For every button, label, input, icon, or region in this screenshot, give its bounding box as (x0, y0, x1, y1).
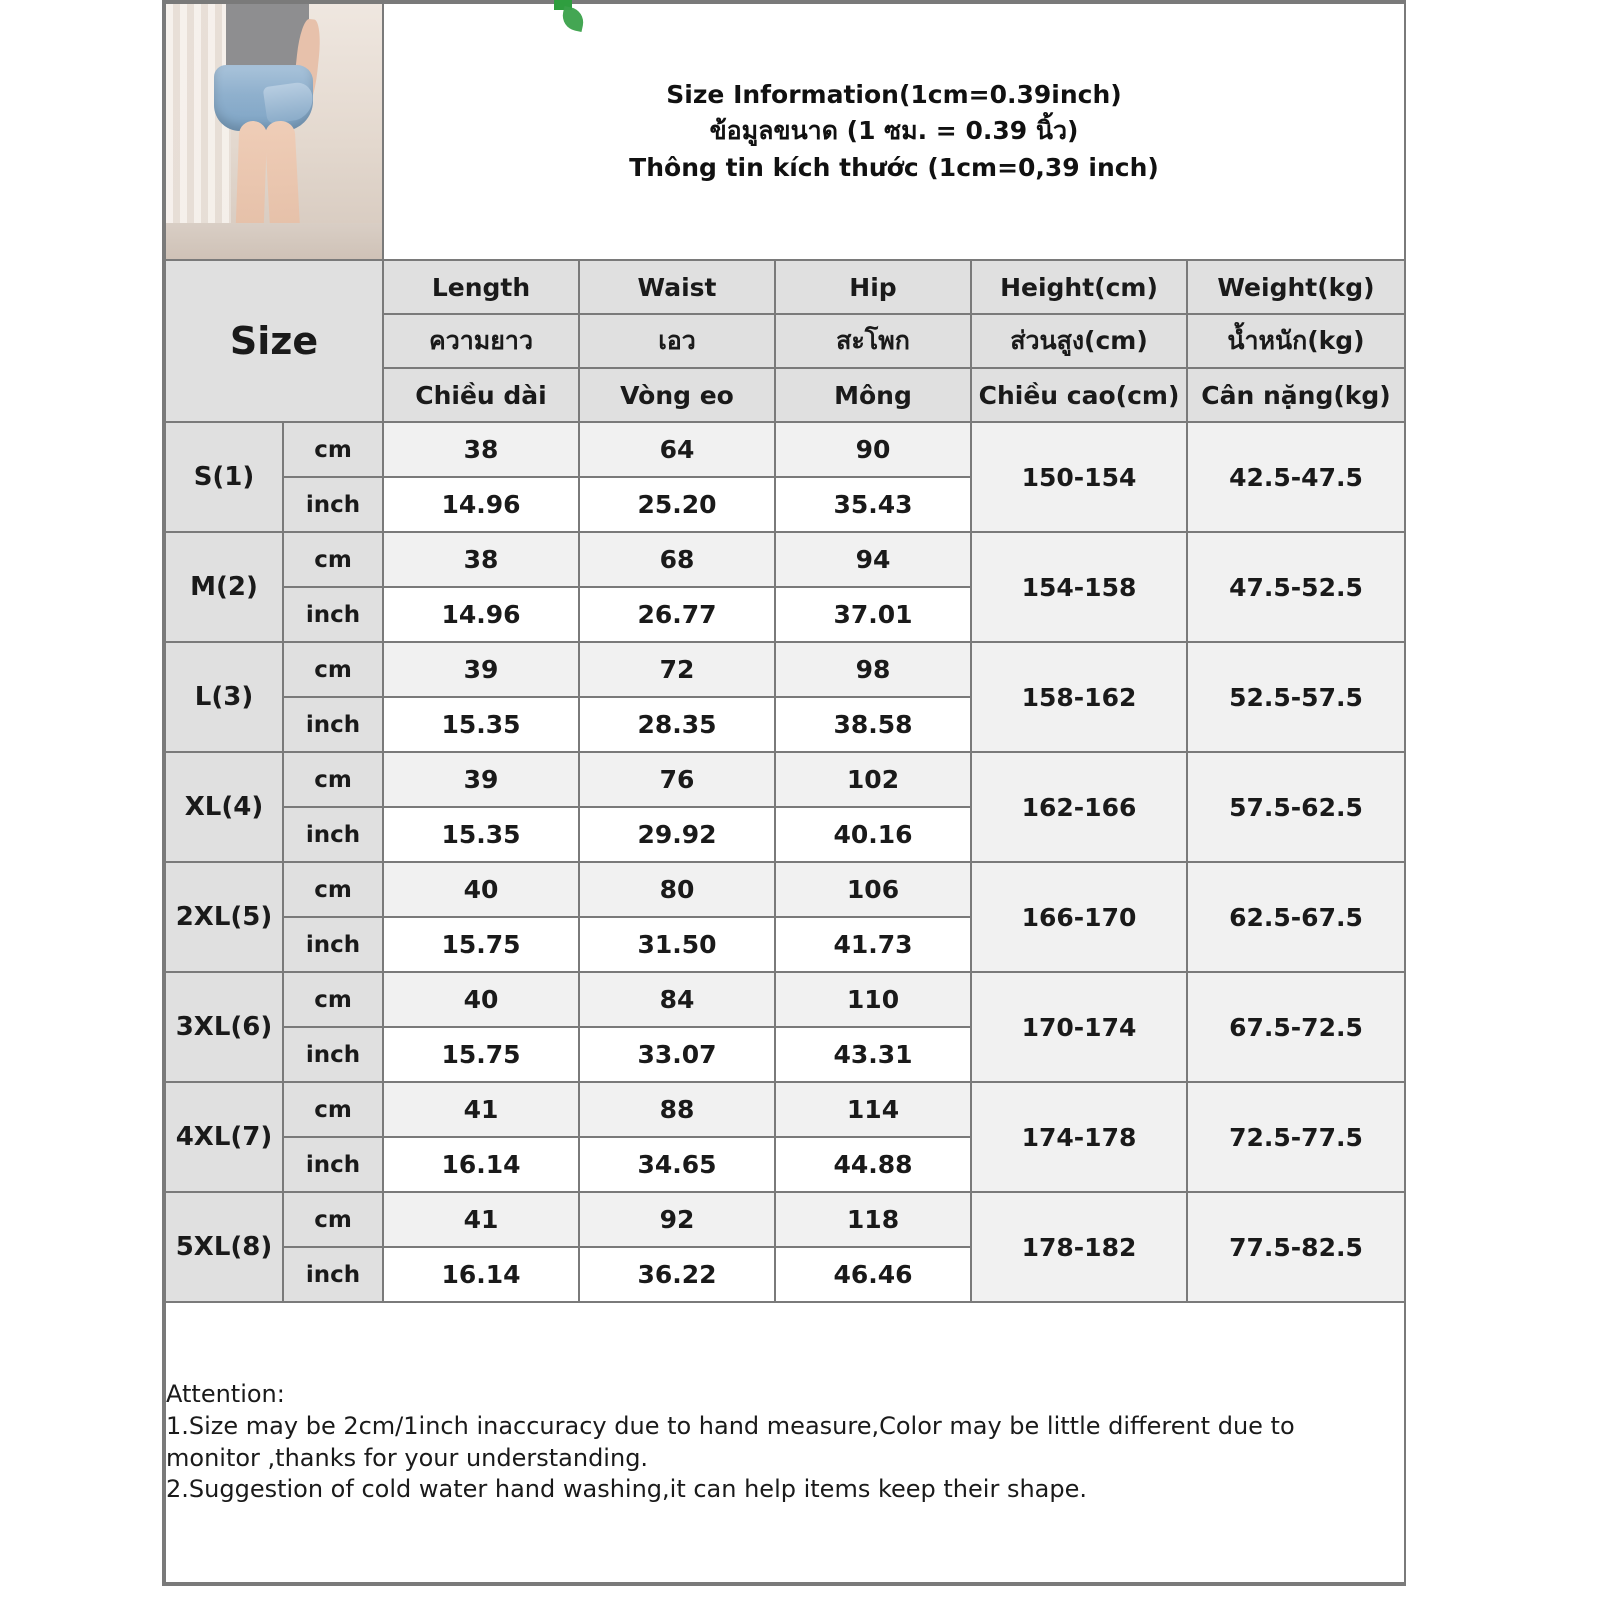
cell-length-inch: 14.96 (383, 587, 579, 642)
row-unit-inch: inch (283, 1027, 383, 1082)
title-line-thai: ข้อมูลขนาด (1 ซม. = 0.39 นิ้ว) (709, 116, 1079, 146)
table-row (165, 642, 1405, 697)
attention-line-2: monitor ,thanks for your understanding. (166, 1443, 649, 1472)
photo-skirt (214, 65, 313, 131)
col-header-waist-th: เอว (579, 314, 775, 368)
col-header-waist-vi: Vòng eo (579, 368, 775, 422)
header-row (165, 3, 1405, 260)
cell-waist-inch: 33.07 (579, 1027, 775, 1082)
col-header-hip-en: Hip (775, 260, 971, 314)
row-unit-inch: inch (283, 477, 383, 532)
table-row (165, 532, 1405, 587)
row-unit-inch: inch (283, 807, 383, 862)
row-unit-cm: cm (283, 972, 383, 1027)
row-size-label: S(1) (165, 422, 283, 532)
cell-length-inch: 15.75 (383, 1027, 579, 1082)
cell-hip-cm: 98 (775, 642, 971, 697)
cell-length-cm: 38 (383, 422, 579, 477)
cell-hip-inch: 37.01 (775, 587, 971, 642)
cell-length-cm: 40 (383, 862, 579, 917)
col-header-weight-en: Weight(kg) (1187, 260, 1405, 314)
cell-waist-inch: 28.35 (579, 697, 775, 752)
col-header-height-vi: Chiều cao(cm) (971, 368, 1187, 422)
cell-waist-cm: 68 (579, 532, 775, 587)
row-size-label: 4XL(7) (165, 1082, 283, 1192)
cell-waist-cm: 92 (579, 1192, 775, 1247)
cell-waist-cm: 84 (579, 972, 775, 1027)
cell-waist-inch: 25.20 (579, 477, 775, 532)
cell-length-cm: 39 (383, 642, 579, 697)
cell-hip-cm: 106 (775, 862, 971, 917)
row-unit-inch: inch (283, 697, 383, 752)
cell-hip-inch: 40.16 (775, 807, 971, 862)
cell-height-range: 178-182 (971, 1192, 1187, 1302)
cell-weight-range: 62.5-67.5 (1187, 862, 1405, 972)
row-unit-cm: cm (283, 1192, 383, 1247)
col-header-waist-en: Waist (579, 260, 775, 314)
row-size-label: M(2) (165, 532, 283, 642)
product-photo-cell (165, 3, 383, 260)
cell-hip-inch: 41.73 (775, 917, 971, 972)
cell-weight-range: 77.5-82.5 (1187, 1192, 1405, 1302)
row-unit-cm: cm (283, 1082, 383, 1137)
cell-length-inch: 16.14 (383, 1247, 579, 1302)
cell-waist-cm: 64 (579, 422, 775, 477)
cell-hip-inch: 44.88 (775, 1137, 971, 1192)
title-line-vietnamese: Thông tin kích thước (1cm=0,39 inch) (629, 152, 1159, 182)
cell-height-range: 158-162 (971, 642, 1187, 752)
cell-length-inch: 16.14 (383, 1137, 579, 1192)
attention-row (165, 1302, 1405, 1583)
size-header-label: Size (165, 260, 383, 422)
cell-hip-cm: 118 (775, 1192, 971, 1247)
cell-hip-cm: 102 (775, 752, 971, 807)
row-unit-inch: inch (283, 917, 383, 972)
row-size-label: XL(4) (165, 752, 283, 862)
attention-cell (165, 1302, 1405, 1583)
title-cell (383, 3, 1405, 260)
cell-height-range: 166-170 (971, 862, 1187, 972)
table-row (165, 752, 1405, 807)
cell-waist-inch: 26.77 (579, 587, 775, 642)
cell-length-cm: 40 (383, 972, 579, 1027)
title-line-english: Size Information(1cm=0.39inch) (666, 80, 1122, 110)
cell-hip-cm: 110 (775, 972, 971, 1027)
cell-hip-cm: 94 (775, 532, 971, 587)
cell-height-range: 174-178 (971, 1082, 1187, 1192)
row-unit-cm: cm (283, 642, 383, 697)
size-table (164, 2, 1406, 1584)
cell-weight-range: 57.5-62.5 (1187, 752, 1405, 862)
row-size-label: 3XL(6) (165, 972, 283, 1082)
col-header-hip-th: สะโพก (775, 314, 971, 368)
row-unit-inch: inch (283, 1247, 383, 1302)
col-header-length-en: Length (383, 260, 579, 314)
cell-waist-cm: 76 (579, 752, 775, 807)
photo-floor (166, 223, 382, 259)
table-row (165, 972, 1405, 1027)
row-unit-cm: cm (283, 752, 383, 807)
row-size-label: 2XL(5) (165, 862, 283, 972)
cell-height-range: 162-166 (971, 752, 1187, 862)
cell-hip-inch: 43.31 (775, 1027, 971, 1082)
cell-waist-cm: 88 (579, 1082, 775, 1137)
cell-length-inch: 14.96 (383, 477, 579, 532)
cell-length-cm: 41 (383, 1192, 579, 1247)
attention-heading: Attention: (166, 1380, 285, 1409)
cell-weight-range: 67.5-72.5 (1187, 972, 1405, 1082)
col-header-length-th: ความยาว (383, 314, 579, 368)
attention-line-1: 1.Size may be 2cm/1inch inaccuracy due to hand measure,Color may be little different due to (166, 1411, 1295, 1440)
cell-weight-range: 42.5-47.5 (1187, 422, 1405, 532)
photo-curtain (166, 4, 231, 259)
table-row (165, 1192, 1405, 1247)
row-unit-cm: cm (283, 422, 383, 477)
row-size-label: 5XL(8) (165, 1192, 283, 1302)
cell-length-cm: 39 (383, 752, 579, 807)
cell-hip-inch: 38.58 (775, 697, 971, 752)
cell-height-range: 150-154 (971, 422, 1187, 532)
cell-weight-range: 72.5-77.5 (1187, 1082, 1405, 1192)
col-header-hip-vi: Mông (775, 368, 971, 422)
cell-length-cm: 38 (383, 532, 579, 587)
cell-length-inch: 15.75 (383, 917, 579, 972)
table-row (165, 862, 1405, 917)
cell-length-inch: 15.35 (383, 807, 579, 862)
col-header-length-vi: Chiều dài (383, 368, 579, 422)
table-row (165, 1082, 1405, 1137)
cell-waist-inch: 36.22 (579, 1247, 775, 1302)
row-unit-inch: inch (283, 1137, 383, 1192)
cell-waist-inch: 31.50 (579, 917, 775, 972)
table-row (165, 422, 1405, 477)
attention-line-3: 2.Suggestion of cold water hand washing,it can help items keep their shape. (166, 1475, 1087, 1504)
cell-length-inch: 15.35 (383, 697, 579, 752)
col-header-height-th: ส่วนสูง(cm) (971, 314, 1187, 368)
col-header-height-en: Height(cm) (971, 260, 1187, 314)
cell-length-cm: 41 (383, 1082, 579, 1137)
row-unit-cm: cm (283, 862, 383, 917)
cell-waist-inch: 34.65 (579, 1137, 775, 1192)
col-header-weight-vi: Cân nặng(kg) (1187, 368, 1405, 422)
product-photo (166, 4, 382, 259)
cell-waist-inch: 29.92 (579, 807, 775, 862)
cell-height-range: 170-174 (971, 972, 1187, 1082)
column-header-english-row (165, 260, 1405, 314)
row-size-label: L(3) (165, 642, 283, 752)
cell-waist-cm: 72 (579, 642, 775, 697)
cell-hip-cm: 114 (775, 1082, 971, 1137)
col-header-weight-th: น้ำหนัก(kg) (1187, 314, 1405, 368)
size-chart-container (162, 0, 1406, 1586)
cell-hip-inch: 35.43 (775, 477, 971, 532)
row-unit-cm: cm (283, 532, 383, 587)
cell-waist-cm: 80 (579, 862, 775, 917)
cell-weight-range: 47.5-52.5 (1187, 532, 1405, 642)
row-unit-inch: inch (283, 587, 383, 642)
cell-hip-inch: 46.46 (775, 1247, 971, 1302)
cell-hip-cm: 90 (775, 422, 971, 477)
cell-weight-range: 52.5-57.5 (1187, 642, 1405, 752)
cell-height-range: 154-158 (971, 532, 1187, 642)
